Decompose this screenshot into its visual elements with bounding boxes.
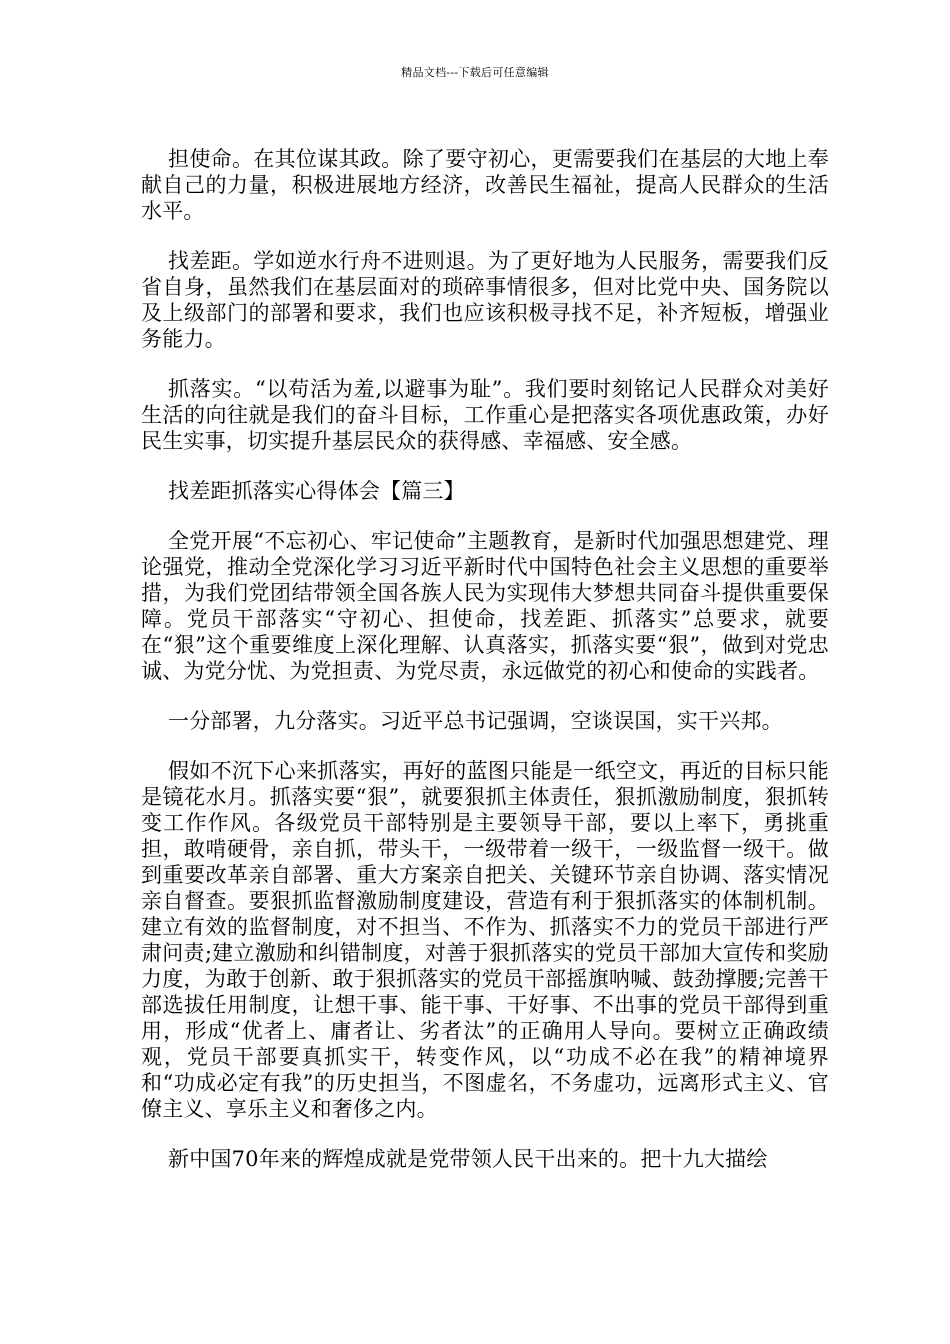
paragraph-duty: 担使命。在其位谋其政。除了要守初心，更需要我们在基层的大地上奉献自己的力量，积极进展地方经济，改善民生福祉，提高人民群众的生活水平。	[141, 147, 829, 223]
paragraph-accountability: 假如不沉下心来抓落实，再好的蓝图只能是一纸空文，再近的目标只能是镜花水月。抓落实要“狠”，就要狠抓主体责任，狠抓激励制度，狠抓转变工作作风。各级党员干部特别是主要领导干部，要以上率下，勇挑重担，敢啃硬骨，亲自抓，带头干，一级带着一级干，一级监督一级干。做到重要改革亲自部署、重大方案亲自把关、关键环节亲自协调、落实情况亲自督查。要狠抓监督激励制度建设，营造有利于狠抓落实的体制机制。建立有效的监督制度，对不担当、不作为、抓落实不力的党员干部进行严肃问责;建立激励和纠错制度，对善于狠抓落实的党员干部加大宣传和奖励力度，为敢于创新、敢于狠抓落实的党员干部摇旗呐喊、鼓劲撑腰;完善干部选拔任用制度，让想干事、能干事、干好事、不出事的党员干部得到重用，形成“优者上、庸者让、劣者汰”的正确用人导向。要树立正确政绩观，党员干部要真抓实干，转变作风，以“功成不必在我”的精神境界和“功成必定有我”的历史担当，不图虚名，不务虚功，远离形式主义、官僚主义、享乐主义和奢侈之内。	[141, 759, 829, 1121]
paragraph-implementation: 抓落实。“以苟活为羞,以避事为耻”。我们要时刻铭记人民群众对美好生活的向往就是我们的奋斗目标，工作重心是把落实各项优惠政策，办好民生实事，切实提升基层民众的获得感、幸福感、安全感。	[141, 377, 829, 453]
paragraph-achievements: 新中国70年来的辉煌成就是党带领人民干出来的。把十九大描绘	[168, 1147, 768, 1171]
section-heading: 找差距抓落实心得体会【篇三】	[168, 479, 465, 503]
document-body	[141, 146, 829, 1196]
paragraph-find-gaps: 找差距。学如逆水行舟不进则退。为了更好地为人民服务，需要我们反省自身，虽然我们在基层面对的琐碎事情很多，但对比党中央、国务院以及上级部门的部署和要求，我们也应该积极寻找不足，补齐短板，增强业务能力。	[141, 249, 829, 351]
paragraph-education-campaign: 全党开展“不忘初心、牢记使命”主题教育，是新时代加强思想建党、理论强党，推动全党深化学习习近平新时代中国特色社会主义思想的重要举措，为我们党团结带领全国各族人民为实现伟大梦想共同奋斗提供重要保障。党员干部落实“守初心、担使命，找差距、抓落实”总要求，就要在“狠”这个重要维度上深化理解、认真落实，抓落实要“狠”，做到对党忠诚、为党分忧、为党担责、为党尽责，永远做党的初心和使命的实践者。	[141, 529, 829, 683]
page-header: 精品文档---下载后可任意编辑	[401, 66, 549, 79]
paragraph-deployment: 一分部署，九分落实。习近平总书记强调，空谈误国，实干兴邦。	[168, 709, 783, 733]
